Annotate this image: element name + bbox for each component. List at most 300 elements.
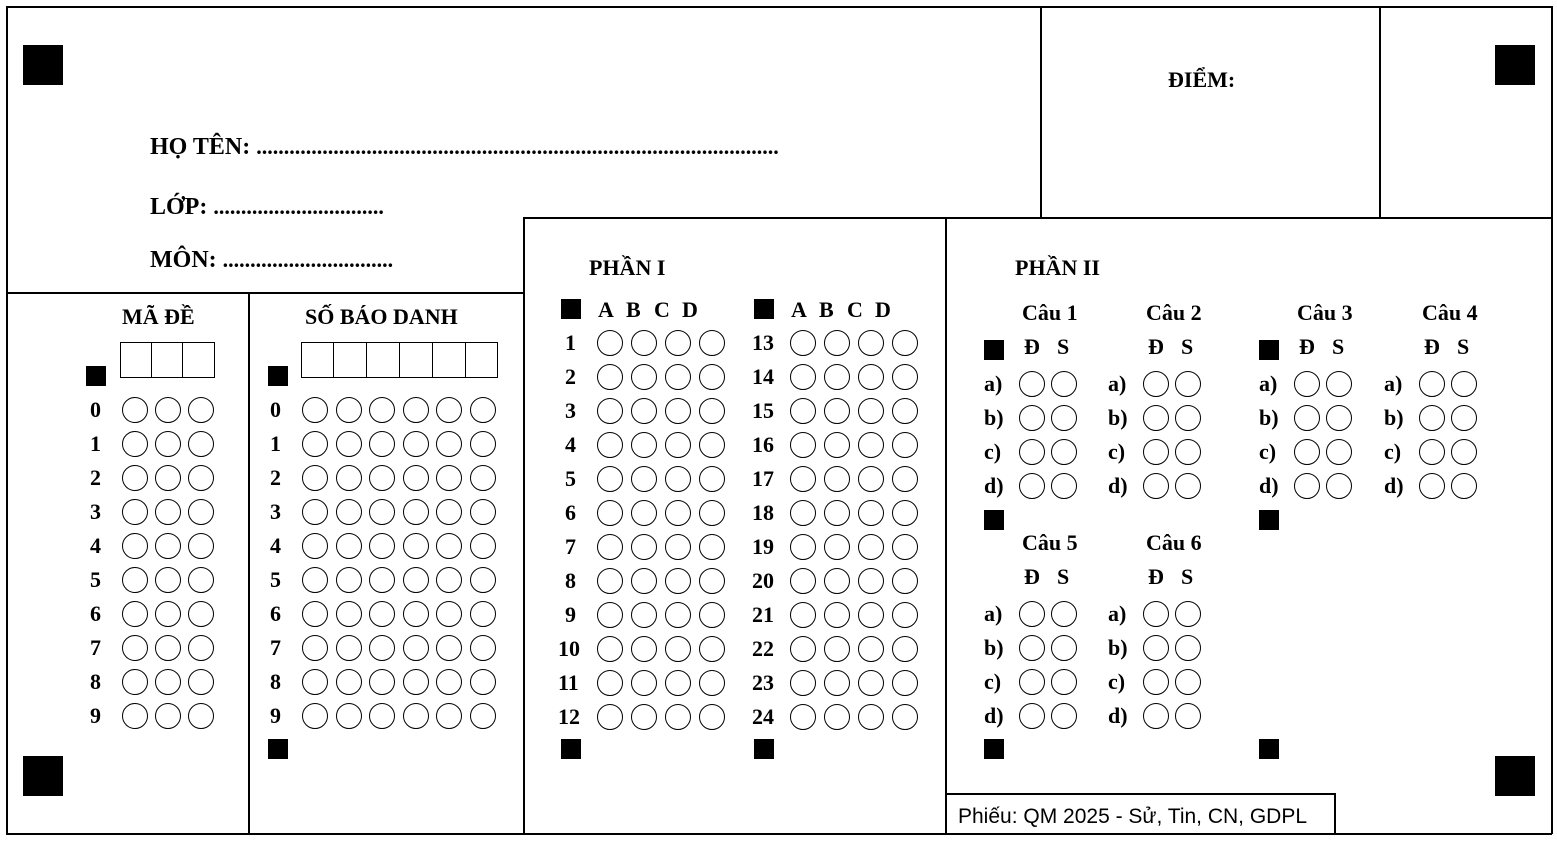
student-id-bubble[interactable] bbox=[369, 431, 395, 457]
part1-answer-bubble[interactable] bbox=[631, 602, 657, 628]
part2-true-bubble[interactable] bbox=[1019, 669, 1045, 695]
student-id-bubble[interactable] bbox=[403, 397, 429, 423]
timing-mark bbox=[561, 739, 581, 759]
student-id-bubble[interactable] bbox=[369, 533, 395, 559]
part2-row-label: a) bbox=[1384, 371, 1403, 396]
exam-code-bubble[interactable] bbox=[188, 669, 214, 695]
exam-code-bubble[interactable] bbox=[122, 635, 148, 661]
student-id-bubble[interactable] bbox=[470, 397, 496, 423]
part2-false-bubble[interactable] bbox=[1051, 405, 1077, 431]
part1-answer-bubble[interactable] bbox=[824, 704, 850, 730]
part2-false-bubble[interactable] bbox=[1451, 439, 1477, 465]
exam-code-bubble[interactable] bbox=[122, 499, 148, 525]
part1-answer-bubble[interactable] bbox=[892, 568, 918, 594]
part1-answer-bubble[interactable] bbox=[699, 398, 725, 424]
part1-answer-bubble[interactable] bbox=[892, 432, 918, 458]
part2-false-bubble[interactable] bbox=[1051, 601, 1077, 627]
part2-false-header: S bbox=[1181, 334, 1194, 359]
part2-true-bubble[interactable] bbox=[1143, 669, 1169, 695]
part2-true-bubble[interactable] bbox=[1419, 473, 1445, 499]
exam-code-bubble[interactable] bbox=[122, 431, 148, 457]
exam-code-bubble[interactable] bbox=[122, 465, 148, 491]
part2-true-bubble[interactable] bbox=[1019, 635, 1045, 661]
part1-question-number: 17 bbox=[752, 466, 774, 491]
part2-true-bubble[interactable] bbox=[1143, 405, 1169, 431]
student-id-bubble[interactable] bbox=[470, 499, 496, 525]
part2-row-label: a) bbox=[984, 601, 1003, 626]
part1-question-number: 18 bbox=[752, 500, 774, 525]
part1-question-number: 1 bbox=[565, 330, 576, 355]
part1-answer-bubble[interactable] bbox=[665, 636, 691, 662]
corner-mark-top-right bbox=[1495, 45, 1535, 85]
student-id-bubble[interactable] bbox=[470, 601, 496, 627]
frame-top bbox=[6, 6, 1552, 8]
part2-true-bubble[interactable] bbox=[1143, 439, 1169, 465]
part2-false-bubble[interactable] bbox=[1326, 473, 1352, 499]
part2-false-header: S bbox=[1457, 334, 1470, 359]
student-id-bubble[interactable] bbox=[302, 499, 328, 525]
exam-code-bubble[interactable] bbox=[155, 499, 181, 525]
part1-answer-bubble[interactable] bbox=[631, 466, 657, 492]
part1-answer-bubble[interactable] bbox=[790, 534, 816, 560]
student-id-bubble[interactable] bbox=[403, 431, 429, 457]
part1-answer-bubble[interactable] bbox=[699, 670, 725, 696]
part1-answer-bubble[interactable] bbox=[631, 432, 657, 458]
student-id-bubble[interactable] bbox=[436, 397, 462, 423]
student-id-bubble[interactable] bbox=[436, 601, 462, 627]
part1-answer-bubble[interactable] bbox=[665, 534, 691, 560]
student-id-write-box[interactable] bbox=[301, 342, 498, 378]
part1-answer-bubble[interactable] bbox=[858, 500, 884, 526]
part1-answer-bubble[interactable] bbox=[790, 636, 816, 662]
part1-answer-bubble[interactable] bbox=[858, 534, 884, 560]
part2-false-bubble[interactable] bbox=[1326, 439, 1352, 465]
exam-code-bubble[interactable] bbox=[122, 567, 148, 593]
part1-answer-bubble[interactable] bbox=[790, 398, 816, 424]
exam-code-bubble[interactable] bbox=[188, 499, 214, 525]
exam-code-bubble[interactable] bbox=[155, 567, 181, 593]
exam-code-bubble[interactable] bbox=[188, 533, 214, 559]
part1-answer-bubble[interactable] bbox=[892, 670, 918, 696]
student-id-bubble[interactable] bbox=[336, 397, 362, 423]
subject-field[interactable] bbox=[150, 247, 393, 273]
part1-answer-bubble[interactable] bbox=[824, 466, 850, 492]
part2-title: PHẦN II bbox=[1015, 255, 1100, 280]
part1-answer-bubble[interactable] bbox=[699, 500, 725, 526]
part1-option-header: C bbox=[847, 297, 863, 322]
part1-question-number: 7 bbox=[565, 534, 576, 559]
part2-false-bubble[interactable] bbox=[1051, 473, 1077, 499]
exam-code-digit-label: 0 bbox=[90, 397, 101, 422]
exam-code-bubble[interactable] bbox=[155, 465, 181, 491]
exam-code-bubble[interactable] bbox=[188, 703, 214, 729]
student-id-bubble[interactable] bbox=[436, 499, 462, 525]
part1-answer-bubble[interactable] bbox=[892, 704, 918, 730]
part1-question-number: 9 bbox=[565, 602, 576, 627]
part2-true-bubble[interactable] bbox=[1143, 371, 1169, 397]
column-divider-3 bbox=[945, 217, 947, 834]
part1-answer-bubble[interactable] bbox=[665, 670, 691, 696]
part2-false-bubble[interactable] bbox=[1451, 371, 1477, 397]
student-id-bubble[interactable] bbox=[302, 465, 328, 491]
part2-true-bubble[interactable] bbox=[1019, 405, 1045, 431]
part2-false-bubble[interactable] bbox=[1051, 635, 1077, 661]
part1-question-number: 24 bbox=[752, 704, 774, 729]
exam-code-bubble[interactable] bbox=[155, 703, 181, 729]
part1-answer-bubble[interactable] bbox=[824, 432, 850, 458]
part2-true-bubble[interactable] bbox=[1019, 703, 1045, 729]
student-id-bubble[interactable] bbox=[302, 635, 328, 661]
exam-code-bubble[interactable] bbox=[155, 533, 181, 559]
student-id-bubble[interactable] bbox=[302, 533, 328, 559]
student-id-bubble[interactable] bbox=[336, 635, 362, 661]
student-id-bubble[interactable] bbox=[403, 703, 429, 729]
part2-true-bubble[interactable] bbox=[1143, 635, 1169, 661]
class-field[interactable] bbox=[150, 194, 384, 220]
student-id-bubble[interactable] bbox=[369, 397, 395, 423]
score-divider-right bbox=[1379, 6, 1381, 218]
exam-code-bubble[interactable] bbox=[155, 431, 181, 457]
timing-mark bbox=[984, 739, 1004, 759]
part1-answer-bubble[interactable] bbox=[699, 704, 725, 730]
part1-answer-bubble[interactable] bbox=[824, 636, 850, 662]
student-id-bubble[interactable] bbox=[403, 465, 429, 491]
part2-false-bubble[interactable] bbox=[1051, 439, 1077, 465]
part1-answer-bubble[interactable] bbox=[824, 602, 850, 628]
part1-answer-bubble[interactable] bbox=[597, 364, 623, 390]
part1-question-number: 11 bbox=[558, 670, 579, 695]
student-id-bubble[interactable] bbox=[470, 635, 496, 661]
exam-code-bubble[interactable] bbox=[122, 601, 148, 627]
part2-false-bubble[interactable] bbox=[1051, 669, 1077, 695]
student-id-bubble[interactable] bbox=[436, 465, 462, 491]
part2-true-header: Đ bbox=[1299, 334, 1315, 359]
part2-true-bubble[interactable] bbox=[1019, 473, 1045, 499]
part1-answer-bubble[interactable] bbox=[597, 330, 623, 356]
part1-answer-bubble[interactable] bbox=[790, 364, 816, 390]
part1-answer-bubble[interactable] bbox=[699, 466, 725, 492]
student-id-bubble[interactable] bbox=[436, 703, 462, 729]
student-id-bubble[interactable] bbox=[470, 703, 496, 729]
timing-mark bbox=[86, 366, 106, 386]
part1-answer-bubble[interactable] bbox=[665, 432, 691, 458]
student-id-bubble[interactable] bbox=[436, 669, 462, 695]
part1-answer-bubble[interactable] bbox=[892, 534, 918, 560]
exam-code-bubble[interactable] bbox=[122, 397, 148, 423]
part1-answer-bubble[interactable] bbox=[631, 398, 657, 424]
part2-true-bubble[interactable] bbox=[1419, 405, 1445, 431]
part1-answer-bubble[interactable] bbox=[790, 466, 816, 492]
part1-answer-bubble[interactable] bbox=[597, 568, 623, 594]
part1-answer-bubble[interactable] bbox=[631, 534, 657, 560]
part1-answer-bubble[interactable] bbox=[790, 330, 816, 356]
part1-answer-bubble[interactable] bbox=[597, 500, 623, 526]
part2-true-bubble[interactable] bbox=[1143, 473, 1169, 499]
part1-answer-bubble[interactable] bbox=[858, 466, 884, 492]
part2-false-bubble[interactable] bbox=[1051, 371, 1077, 397]
student-id-bubble[interactable] bbox=[403, 499, 429, 525]
exam-code-bubble[interactable] bbox=[155, 601, 181, 627]
part1-answer-bubble[interactable] bbox=[597, 704, 623, 730]
part1-answer-bubble[interactable] bbox=[665, 330, 691, 356]
part2-false-header: S bbox=[1057, 564, 1070, 589]
part2-true-bubble[interactable] bbox=[1419, 371, 1445, 397]
part1-answer-bubble[interactable] bbox=[892, 602, 918, 628]
student-id-bubble[interactable] bbox=[436, 533, 462, 559]
exam-code-digit-label: 4 bbox=[90, 533, 101, 558]
part2-row-label: a) bbox=[984, 371, 1003, 396]
part1-answer-bubble[interactable] bbox=[631, 364, 657, 390]
part1-title: PHẦN I bbox=[589, 255, 666, 280]
part1-question-number: 15 bbox=[752, 398, 774, 423]
part1-answer-bubble[interactable] bbox=[597, 534, 623, 560]
exam-code-bubble[interactable] bbox=[155, 669, 181, 695]
part2-row-label: d) bbox=[984, 703, 1004, 728]
part2-false-bubble[interactable] bbox=[1175, 439, 1201, 465]
part1-answer-bubble[interactable] bbox=[858, 568, 884, 594]
part1-answer-bubble[interactable] bbox=[597, 602, 623, 628]
part1-answer-bubble[interactable] bbox=[665, 704, 691, 730]
part2-true-bubble[interactable] bbox=[1143, 703, 1169, 729]
part2-false-bubble[interactable] bbox=[1326, 371, 1352, 397]
part1-answer-bubble[interactable] bbox=[790, 500, 816, 526]
part2-true-header: Đ bbox=[1148, 564, 1164, 589]
student-id-bubble[interactable] bbox=[436, 635, 462, 661]
part1-question-number: 16 bbox=[752, 432, 774, 457]
student-id-bubble[interactable] bbox=[403, 533, 429, 559]
part1-answer-bubble[interactable] bbox=[597, 670, 623, 696]
student-id-bubble[interactable] bbox=[470, 533, 496, 559]
part2-false-bubble[interactable] bbox=[1175, 473, 1201, 499]
part1-answer-bubble[interactable] bbox=[824, 534, 850, 560]
part1-answer-bubble[interactable] bbox=[790, 704, 816, 730]
student-id-bubble[interactable] bbox=[403, 567, 429, 593]
part1-answer-bubble[interactable] bbox=[858, 432, 884, 458]
class-dots: ............................... bbox=[213, 194, 384, 219]
student-id-bubble[interactable] bbox=[336, 533, 362, 559]
part2-false-bubble[interactable] bbox=[1175, 669, 1201, 695]
part2-false-bubble[interactable] bbox=[1451, 473, 1477, 499]
part1-answer-bubble[interactable] bbox=[631, 500, 657, 526]
part1-answer-bubble[interactable] bbox=[824, 330, 850, 356]
score-divider-left bbox=[1040, 6, 1042, 218]
part1-answer-bubble[interactable] bbox=[892, 500, 918, 526]
part2-row-label: b) bbox=[984, 635, 1004, 660]
part1-answer-bubble[interactable] bbox=[858, 636, 884, 662]
student-id-bubble[interactable] bbox=[436, 431, 462, 457]
part1-answer-bubble[interactable] bbox=[699, 602, 725, 628]
student-id-bubble[interactable] bbox=[302, 567, 328, 593]
corner-mark-bottom-left bbox=[23, 756, 63, 796]
part1-question-number: 10 bbox=[558, 636, 580, 661]
frame-left bbox=[6, 6, 8, 834]
part1-answer-bubble[interactable] bbox=[699, 636, 725, 662]
student-id-digit-label: 9 bbox=[270, 703, 281, 728]
student-id-bubble[interactable] bbox=[403, 669, 429, 695]
name-field[interactable] bbox=[150, 134, 779, 160]
part1-answer-bubble[interactable] bbox=[858, 364, 884, 390]
part1-answer-bubble[interactable] bbox=[597, 636, 623, 662]
student-id-bubble[interactable] bbox=[336, 567, 362, 593]
part2-row-label: c) bbox=[984, 439, 1002, 464]
student-id-bubble[interactable] bbox=[336, 703, 362, 729]
student-id-bubble[interactable] bbox=[302, 703, 328, 729]
part2-true-bubble[interactable] bbox=[1019, 371, 1045, 397]
part1-answer-bubble[interactable] bbox=[790, 670, 816, 696]
part2-false-bubble[interactable] bbox=[1175, 405, 1201, 431]
part1-option-header: C bbox=[654, 297, 670, 322]
student-id-bubble[interactable] bbox=[403, 635, 429, 661]
timing-mark bbox=[1259, 739, 1279, 759]
student-id-bubble[interactable] bbox=[302, 397, 328, 423]
part2-false-header: S bbox=[1332, 334, 1345, 359]
part1-answer-bubble[interactable] bbox=[665, 364, 691, 390]
student-id-bubble[interactable] bbox=[369, 465, 395, 491]
exam-code-bubble[interactable] bbox=[122, 533, 148, 559]
part1-answer-bubble[interactable] bbox=[665, 398, 691, 424]
exam-code-bubble[interactable] bbox=[188, 431, 214, 457]
part2-true-bubble[interactable] bbox=[1143, 601, 1169, 627]
part1-answer-bubble[interactable] bbox=[892, 466, 918, 492]
part2-true-bubble[interactable] bbox=[1294, 405, 1320, 431]
part2-false-bubble[interactable] bbox=[1175, 601, 1201, 627]
student-id-bubble[interactable] bbox=[403, 601, 429, 627]
exam-code-digit-label: 3 bbox=[90, 499, 101, 524]
part1-answer-bubble[interactable] bbox=[858, 670, 884, 696]
student-id-bubble[interactable] bbox=[336, 601, 362, 627]
part1-answer-bubble[interactable] bbox=[699, 432, 725, 458]
timing-mark bbox=[561, 299, 581, 319]
student-id-digit-label: 4 bbox=[270, 533, 281, 558]
part1-answer-bubble[interactable] bbox=[858, 330, 884, 356]
part1-answer-bubble[interactable] bbox=[892, 398, 918, 424]
exam-code-bubble[interactable] bbox=[188, 465, 214, 491]
part2-true-bubble[interactable] bbox=[1019, 601, 1045, 627]
part1-answer-bubble[interactable] bbox=[665, 602, 691, 628]
exam-code-bubble[interactable] bbox=[155, 397, 181, 423]
part2-true-bubble[interactable] bbox=[1294, 439, 1320, 465]
student-id-bubble[interactable] bbox=[302, 601, 328, 627]
part2-false-bubble[interactable] bbox=[1175, 371, 1201, 397]
part2-false-bubble[interactable] bbox=[1175, 635, 1201, 661]
student-id-bubble[interactable] bbox=[336, 465, 362, 491]
part1-answer-bubble[interactable] bbox=[699, 534, 725, 560]
part1-answer-bubble[interactable] bbox=[790, 432, 816, 458]
exam-code-bubble[interactable] bbox=[122, 703, 148, 729]
part2-true-header: Đ bbox=[1148, 334, 1164, 359]
part1-answer-bubble[interactable] bbox=[699, 330, 725, 356]
part1-answer-bubble[interactable] bbox=[858, 398, 884, 424]
part2-false-bubble[interactable] bbox=[1051, 703, 1077, 729]
student-id-bubble[interactable] bbox=[369, 601, 395, 627]
part2-true-bubble[interactable] bbox=[1294, 371, 1320, 397]
part2-false-bubble[interactable] bbox=[1451, 405, 1477, 431]
student-id-bubble[interactable] bbox=[470, 431, 496, 457]
exam-code-bubble[interactable] bbox=[188, 635, 214, 661]
subject-label: MÔN: bbox=[150, 247, 217, 273]
part2-row-label: c) bbox=[1108, 669, 1126, 694]
part2-false-bubble[interactable] bbox=[1175, 703, 1201, 729]
part1-answer-bubble[interactable] bbox=[699, 568, 725, 594]
student-id-bubble[interactable] bbox=[470, 669, 496, 695]
part2-true-bubble[interactable] bbox=[1294, 473, 1320, 499]
student-id-bubble[interactable] bbox=[369, 567, 395, 593]
exam-code-bubble[interactable] bbox=[188, 397, 214, 423]
part1-answer-bubble[interactable] bbox=[597, 466, 623, 492]
student-id-bubble[interactable] bbox=[369, 499, 395, 525]
part1-answer-bubble[interactable] bbox=[597, 398, 623, 424]
student-id-bubble[interactable] bbox=[369, 703, 395, 729]
part1-answer-bubble[interactable] bbox=[699, 364, 725, 390]
student-id-bubble[interactable] bbox=[470, 567, 496, 593]
column-divider-1 bbox=[248, 292, 250, 834]
exam-code-write-box[interactable] bbox=[120, 342, 215, 378]
part2-true-bubble[interactable] bbox=[1419, 439, 1445, 465]
part1-answer-bubble[interactable] bbox=[824, 568, 850, 594]
student-id-bubble[interactable] bbox=[302, 431, 328, 457]
part2-true-bubble[interactable] bbox=[1019, 439, 1045, 465]
part1-answer-bubble[interactable] bbox=[824, 364, 850, 390]
part1-answer-bubble[interactable] bbox=[892, 364, 918, 390]
exam-code-bubble[interactable] bbox=[155, 635, 181, 661]
part1-option-header: B bbox=[819, 297, 834, 322]
part1-answer-bubble[interactable] bbox=[892, 636, 918, 662]
exam-code-bubble[interactable] bbox=[122, 669, 148, 695]
exam-code-bubble[interactable] bbox=[188, 567, 214, 593]
part1-answer-bubble[interactable] bbox=[790, 568, 816, 594]
student-id-bubble[interactable] bbox=[369, 669, 395, 695]
student-id-bubble[interactable] bbox=[470, 465, 496, 491]
part1-answer-bubble[interactable] bbox=[665, 568, 691, 594]
part1-answer-bubble[interactable] bbox=[665, 500, 691, 526]
part1-answer-bubble[interactable] bbox=[631, 704, 657, 730]
frame-right bbox=[1551, 6, 1553, 834]
timing-mark bbox=[268, 366, 288, 386]
part1-answer-bubble[interactable] bbox=[631, 670, 657, 696]
part1-answer-bubble[interactable] bbox=[824, 398, 850, 424]
part2-question-title: Câu 5 bbox=[1022, 530, 1078, 555]
exam-code-digit-label: 5 bbox=[90, 567, 101, 592]
corner-mark-bottom-right bbox=[1495, 756, 1535, 796]
part1-answer-bubble[interactable] bbox=[892, 330, 918, 356]
student-id-bubble[interactable] bbox=[302, 669, 328, 695]
part1-option-header: A bbox=[791, 297, 807, 322]
exam-code-digit-label: 7 bbox=[90, 635, 101, 660]
part1-answer-bubble[interactable] bbox=[824, 500, 850, 526]
part1-answer-bubble[interactable] bbox=[790, 602, 816, 628]
part2-row-label: d) bbox=[1259, 473, 1279, 498]
part1-answer-bubble[interactable] bbox=[665, 466, 691, 492]
student-id-bubble[interactable] bbox=[336, 669, 362, 695]
part1-answer-bubble[interactable] bbox=[858, 602, 884, 628]
part1-answer-bubble[interactable] bbox=[858, 704, 884, 730]
part1-answer-bubble[interactable] bbox=[597, 432, 623, 458]
part2-row-label: b) bbox=[1384, 405, 1404, 430]
part1-answer-bubble[interactable] bbox=[631, 636, 657, 662]
score-label: ĐIỂM: bbox=[1168, 67, 1236, 92]
part1-answer-bubble[interactable] bbox=[631, 568, 657, 594]
part2-row-label: c) bbox=[1108, 439, 1126, 464]
student-id-bubble[interactable] bbox=[336, 431, 362, 457]
part1-question-number: 4 bbox=[565, 432, 576, 457]
part1-answer-bubble[interactable] bbox=[631, 330, 657, 356]
student-id-bubble[interactable] bbox=[436, 567, 462, 593]
student-id-bubble[interactable] bbox=[369, 635, 395, 661]
part2-false-bubble[interactable] bbox=[1326, 405, 1352, 431]
part1-answer-bubble[interactable] bbox=[824, 670, 850, 696]
exam-code-bubble[interactable] bbox=[188, 601, 214, 627]
student-id-bubble[interactable] bbox=[336, 499, 362, 525]
